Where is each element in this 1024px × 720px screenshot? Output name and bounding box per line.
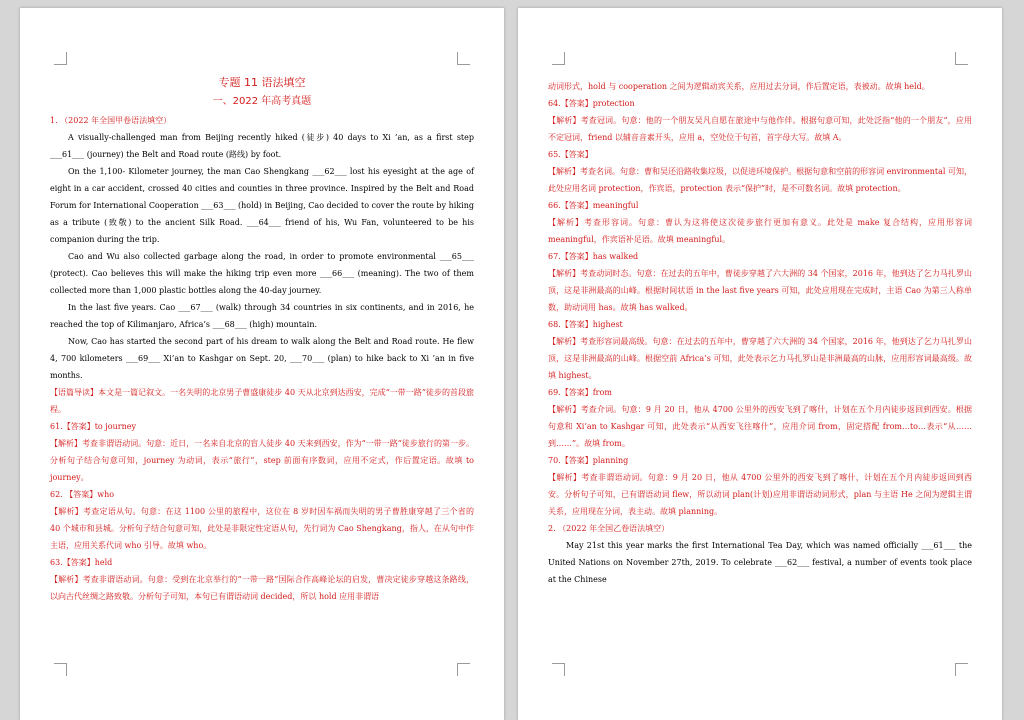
crop-mark-bottom-right xyxy=(457,663,470,676)
crop-mark-top-left xyxy=(54,52,67,65)
passage-paragraph: A visually-challenged man from Beijing recently hiked (徒步) 40 days to Xi ’an, as a first step ___61___ (journey) the Belt and Road route (路线) by foot. xyxy=(50,133,474,159)
right-page-content xyxy=(548,78,972,588)
answer-explanation-continued: 动词形式，hold 与 cooperation 之间为逻辑动宾关系，应用过去分词，作后置定语，表被动。故填 held。 xyxy=(548,82,930,91)
answer-label: 68.【答案】highest xyxy=(548,320,623,329)
answer-label: 66.【答案】meaningful xyxy=(548,201,639,210)
answer-label: 65.【答案】 xyxy=(548,150,593,159)
document-page-left xyxy=(20,8,504,720)
crop-mark-top-right xyxy=(955,52,968,65)
answer-explanation: 【解析】考查非谓语动词。句意：受到在北京举行的“一带一路”国际合作高峰论坛的启发，曹决定徒步穿越这条路线，以向古代丝绸之路致敬。分析句子可知，本句已有谓语动词 decided，所以 hold 应用非谓语 xyxy=(50,575,474,601)
answer-explanation: 【解析】考查非谓语动词。句意：9 月 20 日，他从 4700 公里外的西安飞到了喀什，计划在五个月内徒步返回到西安。分析句子可知，已有谓语动词 flew，所以动词 plan(计划)应用非谓语动词形式，plan 与主语 He 之间为逻辑主谓关系，应用现在分词，表主动。故填 planning。 xyxy=(548,473,972,516)
passage-paragraph: May 21st this year marks the first International Tea Day, which was named officially ___61___ the United Nations on November 27th, 2019. To celebrate ___62___ festival, a number of events took place at the Chinese xyxy=(548,541,972,584)
answer-label: 70.【答案】planning xyxy=(548,456,629,465)
answer-label: 62. 【答案】who xyxy=(50,490,115,499)
left-page-content xyxy=(50,74,474,605)
crop-mark-bottom-right xyxy=(955,663,968,676)
crop-mark-bottom-left xyxy=(54,663,67,676)
answer-explanation: 【解析】考查定语从句。句意：在这 1100 公里的旅程中，这位在 8 岁时因车祸而失明的男子曹胜康穿越了三个省的 40 个城市和县城。分析句子结合句意可知，此处是非限定性定语从句，先行词为 Cao Shengkang，指人，在从句中作主语，应用关系代词 who 引导。故填 who。 xyxy=(50,507,474,550)
answer-label: 64.【答案】protection xyxy=(548,99,635,108)
passage-paragraph: Cao and Wu also collected garbage along the road, in order to promote environmental ___65___ (protect). Cao believes this will make the hiking trip even more ___66___ (meaning). The two of them collected more than 1,000 plastic bottles along the 40-day journey. xyxy=(50,252,474,295)
answer-explanation: 【解析】考查名词。句意：曹和吴还沿路收集垃圾，以促进环境保护。根据句意和空前的形容词 environmental 可知，此处应用名词 protection，作宾语，protection 表示“保护”时，是不可数名词。故填 protection。 xyxy=(548,167,972,193)
passage-guide: 【语篇导读】本文是一篇记叙文。一名失明的北京男子曹盛康徒步 40 天从北京到达西安，完成“一带一路”徒步的首段旅程。 xyxy=(50,388,474,414)
answer-explanation: 【解析】考查形容词。句意：曹认为这将使这次徒步旅行更加有意义。此处是 make 复合结构，应用形容词 meaningful，作宾语补足语。故填 meaningful。 xyxy=(548,218,972,244)
passage-paragraph: On the 1,100- Kilometer journey, the man Cao Shengkang ___62___ lost his eyesight at the age of eight in a car accident, crossed 40 cities and counties in three province. Inspired by the Belt and Road Forum for International Cooperation ___63___ (hold) in Beijing, Cao decided to cover the route by hiking as a tribute (致敬) to the ancient Silk Road. ___64___ friend of his, Wu Fan, volunteered to be his companion during the trip. xyxy=(50,167,474,244)
document-page-right xyxy=(518,8,1002,720)
answer-label: 69.【答案】from xyxy=(548,388,612,397)
crop-mark-top-left xyxy=(552,52,565,65)
passage-paragraph: In the last five years. Cao ___67___ (walk) through 34 countries in six continents, and in 2016, he reached the top of Kilimanjaro, Africa’s ___68___ (high) mountain. xyxy=(50,303,474,329)
answer-label: 61.【答案】to journey xyxy=(50,422,136,431)
passage-paragraph: Now, Cao has started the second part of his dream to walk along the Belt and Road route. He flew 4, 700 kilometers ___69___ Xi’an to Kashgar on Sept. 20, ___70___ (plan) to hike back to Xi ’an in five months. xyxy=(50,337,474,380)
crop-mark-top-right xyxy=(457,52,470,65)
question-1-header: 1. （2022 年全国甲卷语法填空） xyxy=(50,116,172,125)
question-2-header: 2. （2022 年全国乙卷语法填空） xyxy=(548,524,670,533)
document-title: 专题 11 语法填空 xyxy=(218,76,306,89)
answer-explanation: 【解析】考查冠词。句意：他的一个朋友吴凡自愿在旅途中与他作伴。根据句意可知，此处泛指“他的一个朋友”，应用不定冠词，friend 以辅音音素开头，应用 a，空处位于句首，首字母大写。故填 A。 xyxy=(548,116,972,142)
answer-explanation: 【解析】考查介词。句意：9 月 20 日，他从 4700 公里外的西安飞到了喀什，计划在五个月内徒步返回到西安。根据句意和 Xi’an to Kashgar 可知，此处表示“从西安飞往喀什”，应用介词 from，固定搭配 from…to…表示“从……到……”。故填 from。 xyxy=(548,405,972,448)
answer-explanation: 【解析】考查动词时态。句意：在过去的五年中，曹徒步穿越了六大洲的 34 个国家，2016 年，他到达了乞力马扎罗山顶，这是非洲最高的山峰。根据时间状语 in the last five years 可知，此处应用现在完成时，主语 Cao 为第三人称单数，助动词用 has。故填 has walked。 xyxy=(548,269,972,312)
answer-label: 63.【答案】held xyxy=(50,558,113,567)
section-subtitle: 一、2022 年高考真题 xyxy=(212,96,312,107)
answer-explanation: 【解析】考查形容词最高级。句意：在过去的五年中，曹穿越了六大洲的 34 个国家，2016 年，他到达了乞力马扎罗山顶，这是非洲最高的山峰。根据空前 Africa’s 可知，此处表示乞力马扎罗山是非洲最高的山脉，应用形容词最高级。故填 highest。 xyxy=(548,337,972,380)
answer-label: 67.【答案】has walked xyxy=(548,252,639,261)
answer-explanation: 【解析】考查非谓语动词。句意：近日，一名来自北京的盲人徒步 40 天来到西安，作为“一带一路”徒步旅行的第一步。分析句子结合句意可知，journey 为动词，表示“旅行”，step 前面有序数词，应用不定式，作后置定语。故填 to journey。 xyxy=(50,439,474,482)
crop-mark-bottom-left xyxy=(552,663,565,676)
